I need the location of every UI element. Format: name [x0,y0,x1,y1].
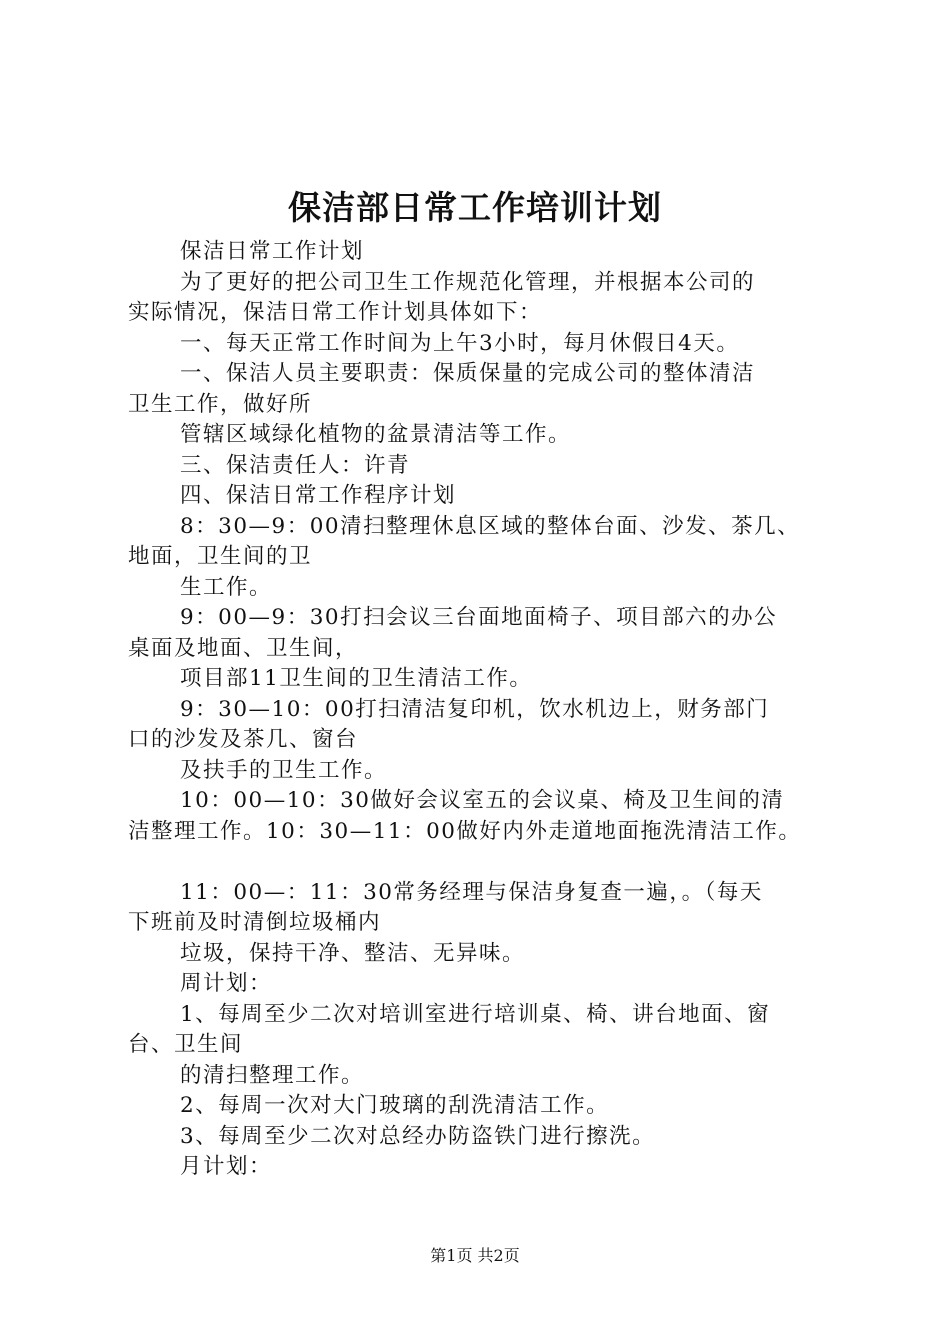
paragraph-line: 实际情况，保洁日常工作计划具体如下： [128,300,543,325]
paragraph-line: 台、卫生间 [128,1032,244,1057]
paragraph-line: 生工作。 [180,574,273,600]
page-footer: 第1页 共2页 [430,1246,520,1265]
paragraph-line: 9：30—10：00打扫清洁复印机，饮水机边上，财务部门 [180,696,770,722]
paragraph-line: 卫生工作，做好所 [128,391,313,417]
paragraph-line: 一、保洁人员主要职责：保质保量的完成公司的整体清洁 [180,361,756,386]
paragraph-line: 及扶手的卫生工作。 [180,757,388,783]
paragraph-line: 周计划： [180,971,273,996]
paragraph-line: 地面，卫生间的卫 [128,544,313,569]
paragraph-line: 的清扫整理工作。 [180,1062,365,1088]
paragraph-line: 四、保洁日常工作程序计划 [180,483,457,508]
paragraph-line: 8：30—9：00清扫整理休息区域的整体台面、沙发、茶几、 [180,513,801,539]
document-body [128,237,850,1183]
paragraph-line: 月计划： [180,1154,273,1179]
paragraph-line: 1、每周至少二次对培训室进行培训桌、椅、讲台地面、窗 [180,1001,771,1027]
paragraph-line: 一、每天正常工作时间为上午3小时，每月休假日4天。 [180,330,740,356]
blank-line [128,847,850,878]
paragraph-line: 为了更好的把公司卫生工作规范化管理，并根据本公司的 [180,269,756,295]
paragraph-line: 保洁日常工作计划 [180,239,365,264]
paragraph-line: 三、保洁责任人：许青 [180,452,411,478]
document-title: 保洁部日常工作培训计划 [288,188,662,227]
paragraph-line: 口的沙发及茶几、窗台 [128,727,359,752]
paragraph-line: 3、每周至少二次对总经办防盗铁门进行擦洗。 [180,1123,656,1149]
paragraph-line: 项目部11卫生间的卫生清洁工作。 [180,666,533,691]
paragraph-line: 洁整理工作。10：30—11：00做好内外走道地面拖洗清洁工作。 [128,818,802,844]
paragraph-line: 10：00—10：30做好会议室五的会议桌、椅及卫生间的清 [180,788,785,813]
paragraph-line: 桌面及地面、卫生间， [128,635,359,661]
paragraph-line: 管辖区域绿化植物的盆景清洁等工作。 [180,422,572,447]
paragraph-line: 11：00—：11：30常务经理与保洁身复查一遍，。（每天 [180,879,763,905]
paragraph-line: 下班前及时清倒垃圾桶内 [128,910,382,935]
paragraph-line: 垃圾，保持干净、整洁、无异味。 [180,940,526,966]
paragraph-line: 9：00—9：30打扫会议三台面地面椅子、项目部六的办公 [180,605,778,630]
paragraph-line: 2、每周一次对大门玻璃的刮洗清洁工作。 [180,1093,610,1118]
